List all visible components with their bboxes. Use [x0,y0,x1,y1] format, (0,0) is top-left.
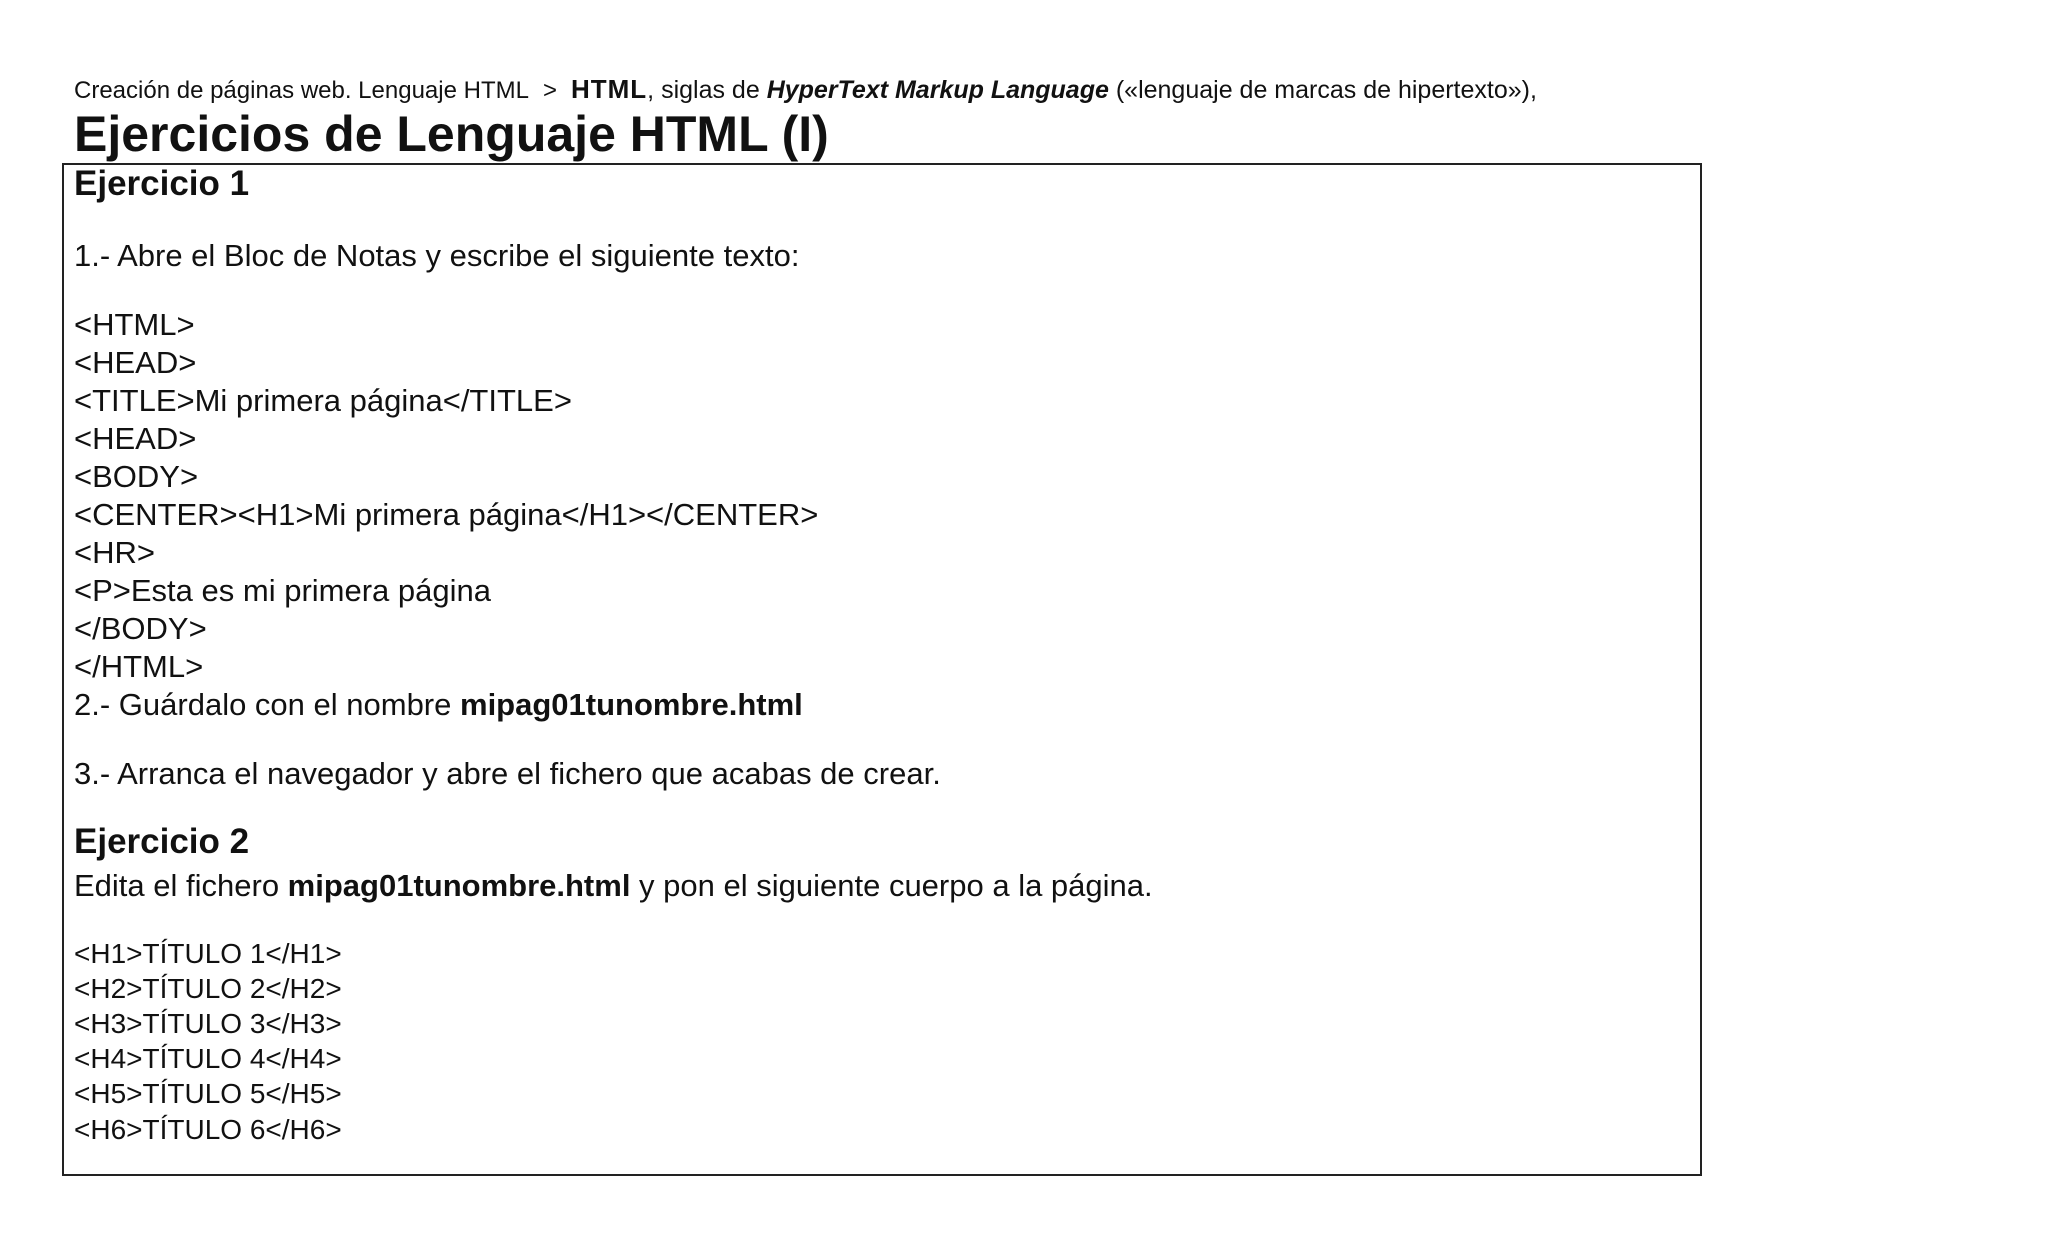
code-line: <H2>TÍTULO 2</H2> [74,973,342,1004]
ejercicio1-step3: 3.- Arranca el navegador y abre el fichero que acabas de crear. [74,756,941,791]
code-line: <H5>TÍTULO 5</H5> [74,1078,342,1109]
code-line: <TITLE>Mi primera página</TITLE> [74,383,572,418]
code-line: <HEAD> [74,421,197,456]
header-definition-bold: HyperText Markup Language [766,76,1109,104]
ejercicio1-step1: 1.- Abre el Bloc de Notas y escribe el siguiente texto: [74,238,800,273]
step2-text: 2.- Guárdalo con el nombre [74,687,460,722]
header-definition-pre: , siglas de [647,76,767,104]
ejercicio2-heading: Ejercicio 2 [74,822,250,861]
code-line: </BODY> [74,611,207,646]
code-line: <H1>TÍTULO 1</H1> [74,938,342,969]
page-title: Ejercicios de Lenguaje HTML (I) [74,106,829,162]
code-line: <CENTER><H1>Mi primera página</H1></CENTER> [74,497,819,532]
intro-filename: mipag01tunombre.html [287,868,631,903]
ejercicio1-heading: Ejercicio 1 [74,164,250,203]
ejercicio2-intro [74,867,1153,905]
intro-text-post: y pon el siguiente cuerpo a la página. [630,868,1153,903]
code-line: <HR> [74,535,155,570]
step2-filename: mipag01tunombre.html [460,687,803,722]
intro-text-pre: Edita el fichero [74,868,288,903]
header-acronym: HTML [570,74,648,104]
code-line: <HTML> [74,307,195,342]
code-line: <P>Esta es mi primera página [74,573,491,608]
code-line: <HEAD> [74,345,197,380]
ejercicio1-step2 [74,686,803,724]
code-line: <H4>TÍTULO 4</H4> [74,1043,342,1074]
breadcrumb-separator: > [542,77,557,104]
code-line: <BODY> [74,459,199,494]
breadcrumb: Creación de páginas web. Lenguaje HTML [74,77,529,104]
code-line: <H6>TÍTULO 6</H6> [74,1114,342,1145]
document-header [74,72,1537,108]
code-line: </HTML> [74,649,204,684]
code-line: <H3>TÍTULO 3</H3> [74,1008,342,1039]
header-definition-post: («lenguaje de marcas de hipertexto»), [1108,76,1537,104]
